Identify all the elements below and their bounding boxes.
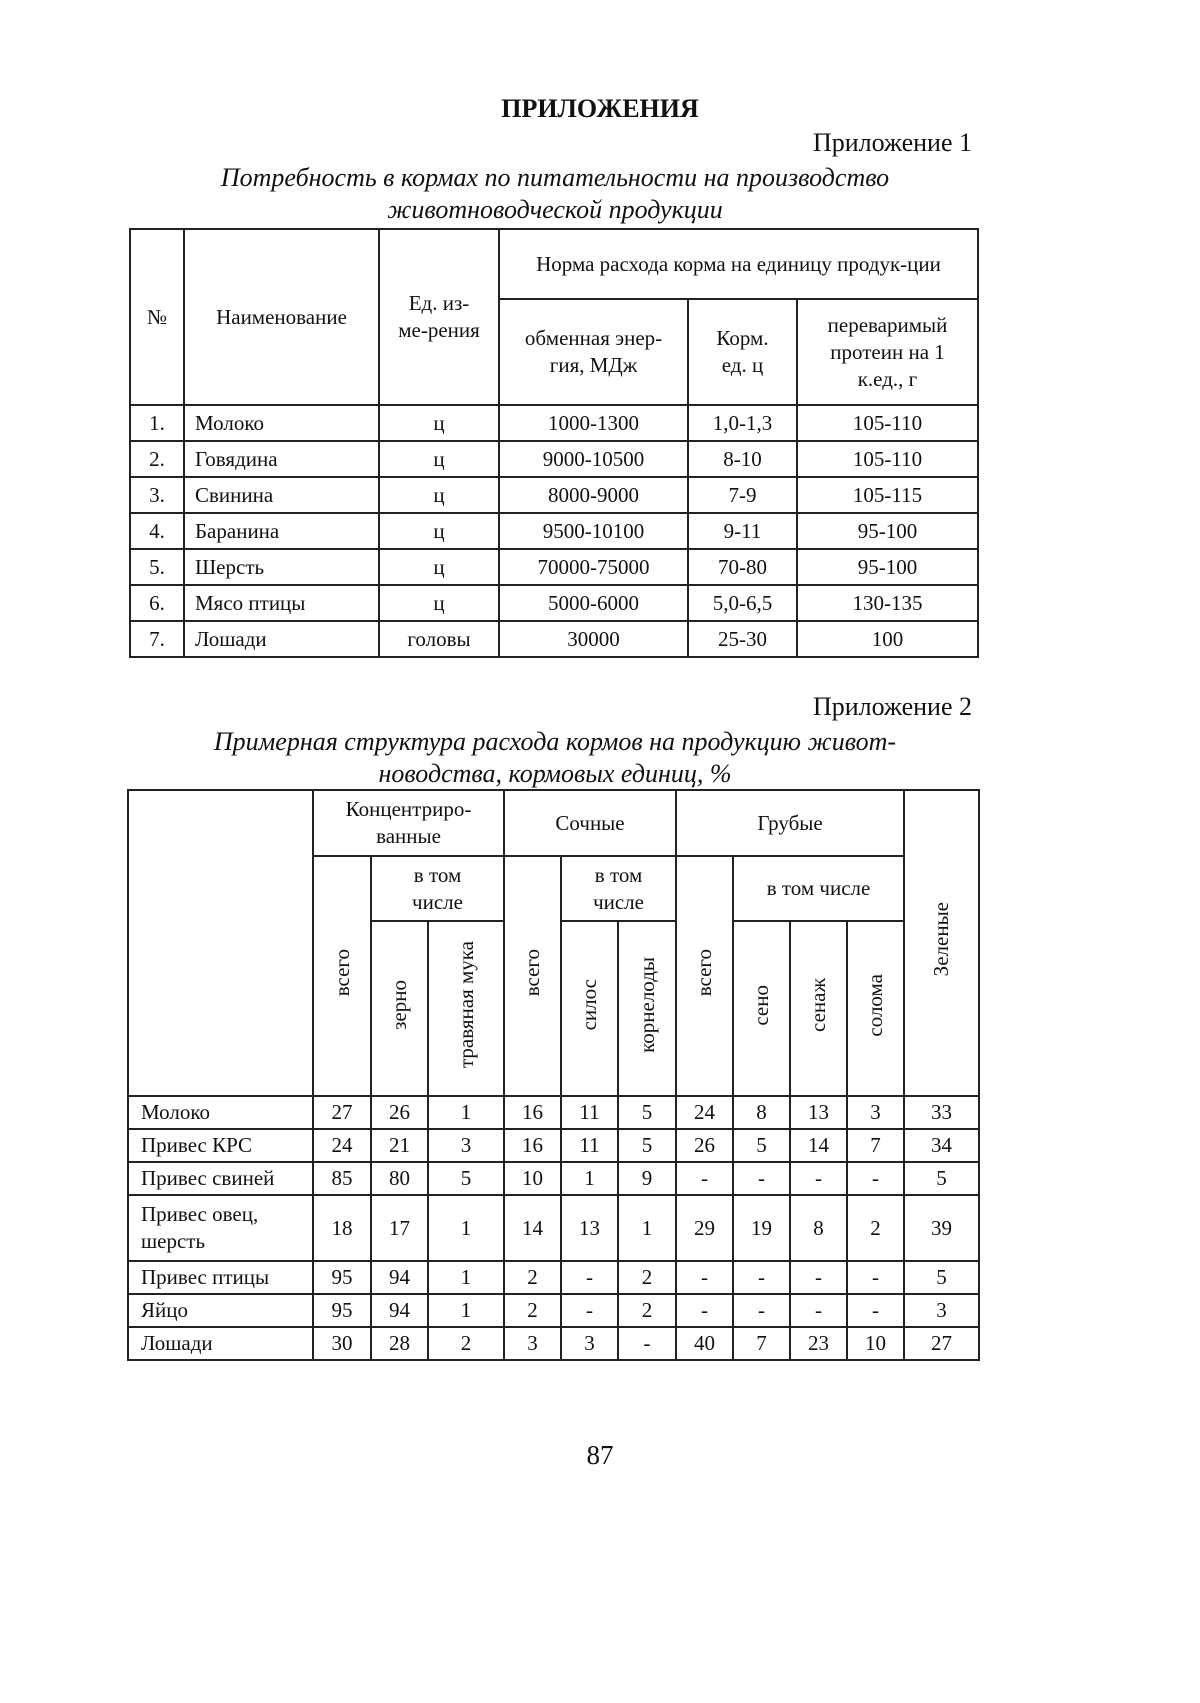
table-cell: Молоко [184,405,379,441]
appendix-2-label: Приложение 2 [813,692,972,722]
table-cell: 9 [618,1162,676,1195]
table-cell: ц [379,441,499,477]
table-cell: 9-11 [688,513,797,549]
header-concentrated: Концентриро-ванные [313,790,504,856]
table-cell: 2 [618,1261,676,1294]
table-row [128,1327,979,1360]
table-cell: - [847,1162,904,1195]
table-cell: - [790,1162,847,1195]
table-cell: 2 [504,1261,561,1294]
table-row [130,441,978,477]
table-cell: 7. [130,621,184,657]
table-cell: 11 [561,1096,618,1129]
table-cell: 2 [618,1294,676,1327]
table-cell: Привес овец, шерсть [128,1195,313,1261]
table-cell: - [676,1294,733,1327]
table-cell: 24 [313,1129,371,1162]
table-cell: ц [379,405,499,441]
appendix-2-caption [120,726,990,790]
header-text: всего [519,949,546,996]
table-row [130,621,978,657]
table-cell: Шерсть [184,549,379,585]
table-cell: 5 [618,1096,676,1129]
table-row [130,477,978,513]
table-cell: 23 [790,1327,847,1360]
header-num: № [130,229,184,405]
table-cell: 85 [313,1162,371,1195]
table-cell: - [847,1294,904,1327]
table-cell: - [733,1294,790,1327]
table-cell: Говядина [184,441,379,477]
header-green-text: Зеленые [928,902,955,976]
table-cell: ц [379,549,499,585]
header-grass-meal [428,921,504,1096]
table-cell: Привес птицы [128,1261,313,1294]
table-cell: 17 [371,1195,428,1261]
table-cell: 3 [904,1294,979,1327]
table-cell: 27 [313,1096,371,1129]
table-row [128,1294,979,1327]
table-cell: 9000-10500 [499,441,688,477]
caption-line: животноводческой продукции [120,194,990,226]
caption-line: Примерная структура расхода кормов на продукцию живот- [120,726,990,758]
header-unit: Ед. из-ме-рения [379,229,499,405]
table-cell: 16 [504,1096,561,1129]
header-text: солома [862,974,889,1037]
table-cell: 13 [561,1195,618,1261]
table-cell: 19 [733,1195,790,1261]
table-row [128,1129,979,1162]
header-text: сено [748,985,775,1026]
table-cell: 8 [790,1195,847,1261]
table-cell: 10 [847,1327,904,1360]
table-cell: 39 [904,1195,979,1261]
table-cell: 7 [847,1129,904,1162]
table-cell: головы [379,621,499,657]
feed-structure-table [127,789,980,1361]
header-conc-total [313,856,371,1096]
table-cell: 105-115 [797,477,978,513]
table-cell: 10 [504,1162,561,1195]
header-text: сенаж [805,978,832,1032]
table-cell: 13 [790,1096,847,1129]
header-silage [561,921,618,1096]
table-cell: 5000-6000 [499,585,688,621]
header-succ-total [504,856,561,1096]
table-cell: 1 [428,1294,504,1327]
header-norm: Норма расхода корма на единицу продук-ции [499,229,978,299]
table-cell: - [733,1261,790,1294]
table-cell: ц [379,477,499,513]
table-cell: 80 [371,1162,428,1195]
table-row [130,585,978,621]
table-cell: 5 [904,1261,979,1294]
header-rough-total [676,856,733,1096]
table-cell: 1 [428,1195,504,1261]
table-cell: 5 [904,1162,979,1195]
table-cell: - [733,1162,790,1195]
table-row [130,513,978,549]
table-cell: 70-80 [688,549,797,585]
header-haylage [790,921,847,1096]
table-cell: 11 [561,1129,618,1162]
table-cell: 3 [847,1096,904,1129]
table-row [128,1261,979,1294]
table-cell: ц [379,513,499,549]
header-protein: переваримый протеин на 1 к.ед., г [797,299,978,405]
table-cell: - [790,1294,847,1327]
table-cell: 95 [313,1294,371,1327]
feed-requirements-table [129,228,979,658]
table-cell: 1 [428,1261,504,1294]
table-cell: 33 [904,1096,979,1129]
caption-line: Потребность в кормах по питательности на производство [120,162,990,194]
header-name: Наименование [184,229,379,405]
table-cell: 3 [561,1327,618,1360]
table-cell: 1 [561,1162,618,1195]
table-cell: 95-100 [797,513,978,549]
header-text: силос [576,979,603,1030]
header-empty [128,790,313,1096]
table-cell: 16 [504,1129,561,1162]
table-row [130,405,978,441]
table-cell: 100 [797,621,978,657]
header-text: травяная мука [453,941,480,1068]
header-grain [371,921,428,1096]
table-cell: 3 [428,1129,504,1162]
table-cell: 8 [733,1096,790,1129]
table-cell: 24 [676,1096,733,1129]
table-cell: - [676,1162,733,1195]
header-energy: обменная энер-гия, МДж [499,299,688,405]
table-cell: 2 [504,1294,561,1327]
table-cell: 3. [130,477,184,513]
table-cell: - [676,1261,733,1294]
table-cell: Яйцо [128,1294,313,1327]
table-cell: Привес КРС [128,1129,313,1162]
caption-line: новодства, кормовых единиц, % [120,758,990,790]
table-cell: 40 [676,1327,733,1360]
table-cell: ц [379,585,499,621]
table-cell: 5. [130,549,184,585]
table-cell: - [618,1327,676,1360]
table-cell: 105-110 [797,405,978,441]
header-hay [733,921,790,1096]
table-cell: 7-9 [688,477,797,513]
table-cell: 14 [790,1129,847,1162]
table-cell: 26 [371,1096,428,1129]
header-text: всего [329,949,356,996]
table-cell: 7 [733,1327,790,1360]
table-cell: - [847,1261,904,1294]
table-cell: 14 [504,1195,561,1261]
table-cell: Лошади [184,621,379,657]
table-cell: Привес свиней [128,1162,313,1195]
table-cell: 95 [313,1261,371,1294]
table-cell: 105-110 [797,441,978,477]
table-cell: 130-135 [797,585,978,621]
table-cell: 2. [130,441,184,477]
table-cell: 6. [130,585,184,621]
table-cell: Молоко [128,1096,313,1129]
table-cell: 21 [371,1129,428,1162]
header-text: всего [691,949,718,996]
table-cell: 29 [676,1195,733,1261]
page-number: 87 [0,1440,1200,1471]
table-cell: 95-100 [797,549,978,585]
table-cell: 4. [130,513,184,549]
table-row [128,1096,979,1129]
table-cell: 70000-75000 [499,549,688,585]
header-text: корнелоды [634,957,661,1053]
table-cell: 9500-10100 [499,513,688,549]
table-cell: 27 [904,1327,979,1360]
table-cell: 3 [504,1327,561,1360]
table-cell: 26 [676,1129,733,1162]
table-cell: - [561,1294,618,1327]
table-cell: 5,0-6,5 [688,585,797,621]
header-rough-including: в том числе [733,856,904,921]
table-cell: 94 [371,1261,428,1294]
header-succulent: Сочные [504,790,676,856]
table-cell: 28 [371,1327,428,1360]
table-row [128,1162,979,1195]
table-cell: Свинина [184,477,379,513]
table-cell: 30000 [499,621,688,657]
header-text: зерно [386,980,413,1030]
table-cell: 1 [428,1096,504,1129]
table-cell: 1 [618,1195,676,1261]
table-cell: 8000-9000 [499,477,688,513]
table-cell: 5 [618,1129,676,1162]
appendix-1-caption [120,162,990,226]
table-row [128,1195,979,1261]
appendix-1-label: Приложение 1 [813,128,972,158]
page-heading: ПРИЛОЖЕНИЯ [0,94,1200,124]
header-conc-including: в том числе [371,856,504,921]
table-cell: 18 [313,1195,371,1261]
table-cell: 8-10 [688,441,797,477]
table-cell: 1. [130,405,184,441]
header-feed-units: Корм. ед. ц [688,299,797,405]
header-rough: Грубые [676,790,904,856]
table-cell: 2 [847,1195,904,1261]
table-cell: 30 [313,1327,371,1360]
table-cell: Баранина [184,513,379,549]
table-cell: 25-30 [688,621,797,657]
table-cell: 1000-1300 [499,405,688,441]
header-green [904,790,979,1096]
table-cell: Мясо птицы [184,585,379,621]
table-cell: Лошади [128,1327,313,1360]
table-cell: 2 [428,1327,504,1360]
table-cell: - [561,1261,618,1294]
table-row [130,549,978,585]
header-straw [847,921,904,1096]
table-cell: - [790,1261,847,1294]
table-cell: 5 [733,1129,790,1162]
header-succ-including: в том числе [561,856,676,921]
table-cell: 1,0-1,3 [688,405,797,441]
table-cell: 34 [904,1129,979,1162]
table-cell: 5 [428,1162,504,1195]
table-cell: 94 [371,1294,428,1327]
header-root-crops [618,921,676,1096]
